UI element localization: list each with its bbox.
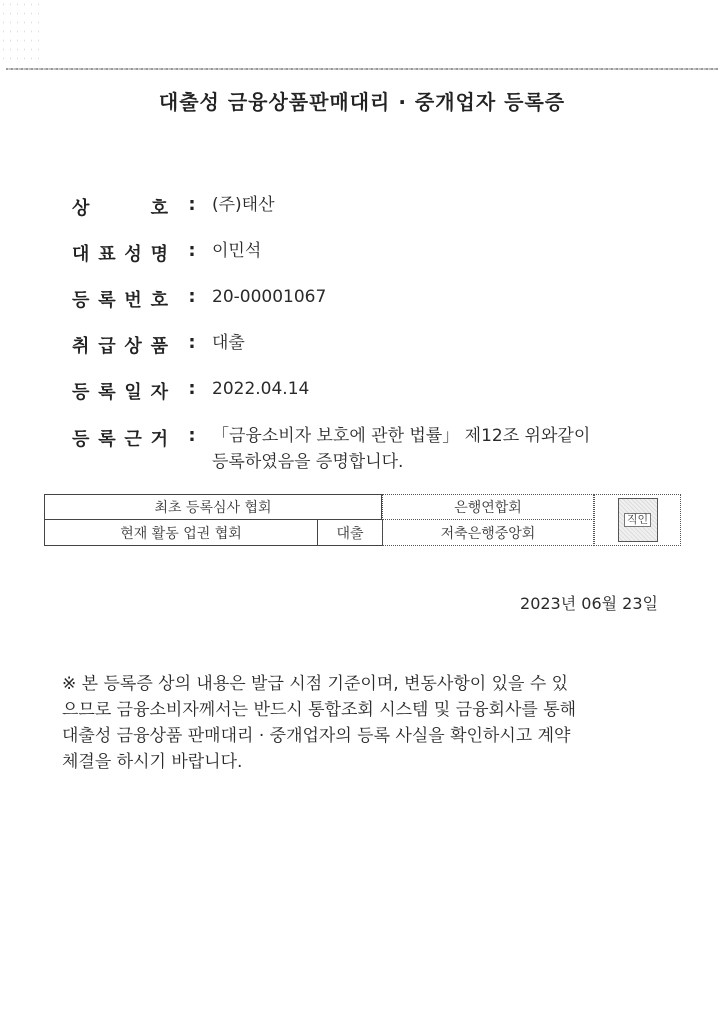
field-label-legal-basis: 등 록 근 거 xyxy=(72,429,168,450)
current-product: 대출 xyxy=(317,519,383,546)
field-row-registration-number xyxy=(72,286,326,316)
field-label-representative: 대 표 성 명 xyxy=(72,244,168,265)
issue-date: 2023년 06월 23일 xyxy=(520,594,658,613)
seal-text: 직인 xyxy=(624,513,651,527)
field-label-company xyxy=(72,194,168,220)
field-row-company xyxy=(72,194,275,224)
field-label-registration-number: 등 록 번 호 xyxy=(72,290,168,311)
field-row-legal-basis xyxy=(72,425,590,481)
field-label-registration-date: 등 록 일 자 xyxy=(72,382,168,403)
initial-review-value: 은행연합회 xyxy=(382,494,594,520)
document-title: 대출성 금융상품판매대리 · 중개업자 등록증 xyxy=(158,90,566,114)
official-seal-stamp xyxy=(618,498,658,542)
field-row-registration-date xyxy=(72,378,309,408)
field-value-legal-basis: 「금융소비자 보호에 관한 법률」 제12조 위와같이 등록하였음을 증명합니다. xyxy=(212,426,591,472)
field-label-text: 상 호 xyxy=(72,198,168,219)
field-value-company: (주)태산 xyxy=(212,195,275,215)
field-row-product xyxy=(72,332,245,362)
initial-review-label: 최초 등록심사 협회 xyxy=(44,494,382,520)
field-value-product: 대출 xyxy=(212,333,245,353)
field-label-product: 취 급 상 품 xyxy=(72,336,168,357)
field-colon: : xyxy=(188,378,196,399)
scan-edge-line xyxy=(6,68,718,70)
field-colon: : xyxy=(188,425,196,446)
seal-box xyxy=(594,494,681,546)
field-value-registration-number: 20-00001067 xyxy=(212,287,327,307)
notice-text: ※ 본 등록증 상의 내용은 발급 시점 기준이며, 변동사항이 있을 수 있 으므로 금융소비자께서는 반드시 통합조회 시스템 및 금융회사를 통해 대출성 금융상품 판매대리 · 중개업자의 등록 사실을 확인하시고 계약 체결을 하시기 바랍니다. xyxy=(62,674,577,772)
field-colon: : xyxy=(188,194,196,215)
field-row-representative xyxy=(72,240,261,270)
scan-noise xyxy=(0,0,40,60)
field-colon: : xyxy=(188,332,196,353)
field-value-representative: 이민석 xyxy=(212,241,262,261)
field-colon: : xyxy=(188,286,196,307)
field-value-registration-date: 2022.04.14 xyxy=(212,379,310,399)
current-association-label: 현재 활동 업권 협회 xyxy=(44,519,318,546)
current-association-value: 저축은행중앙회 xyxy=(382,519,594,546)
association-table xyxy=(44,494,681,546)
field-colon: : xyxy=(188,240,196,261)
